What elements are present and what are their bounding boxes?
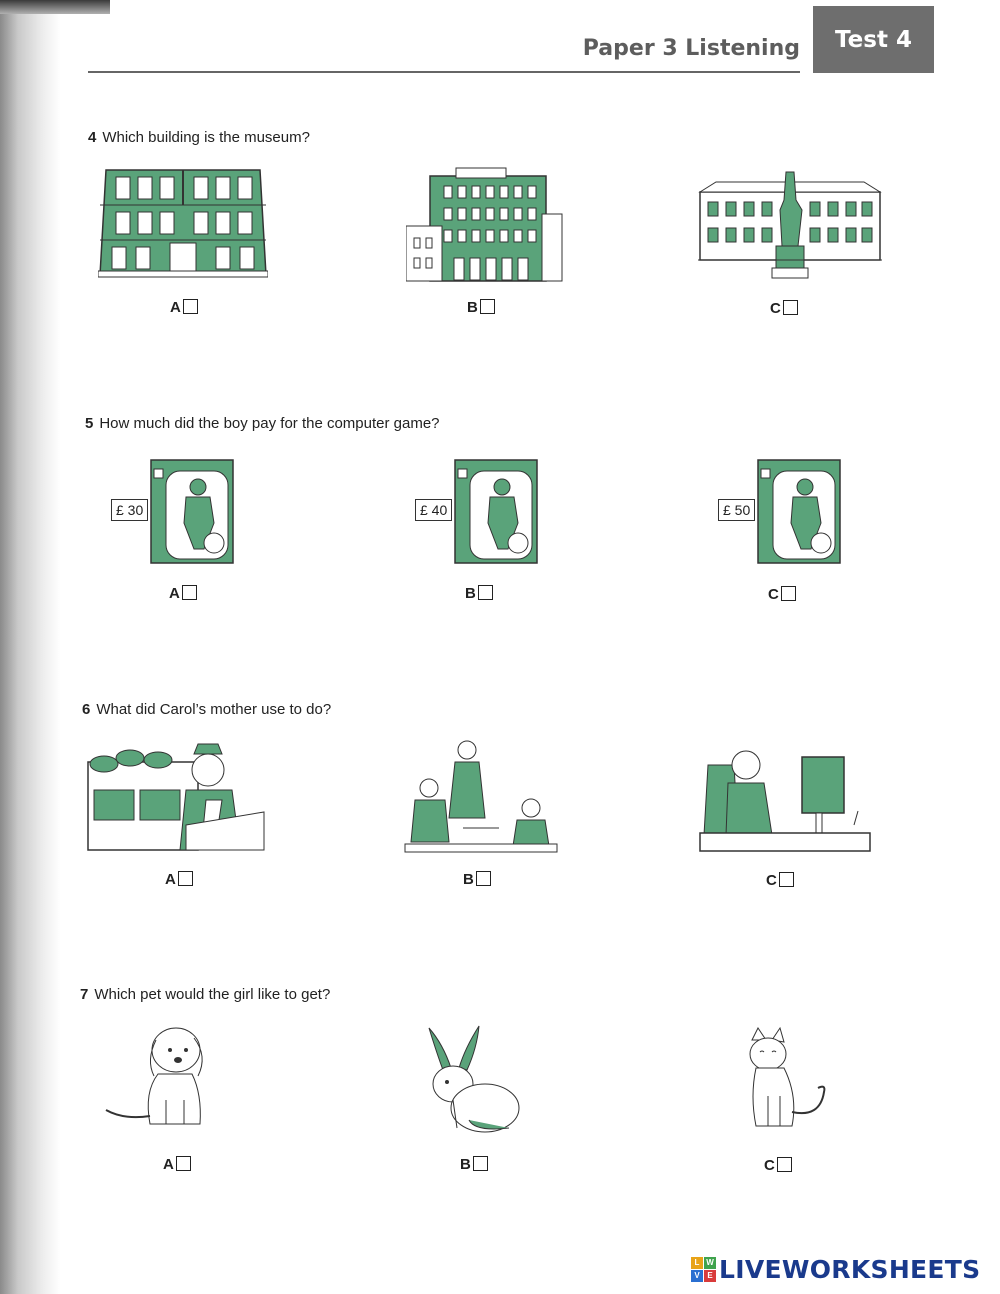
- option-7b[interactable]: [460, 1156, 488, 1172]
- option-7a[interactable]: [163, 1156, 191, 1172]
- question-text: How much did the boy pay for the computer game?: [99, 415, 440, 432]
- answer-checkbox[interactable]: [779, 872, 794, 887]
- answer-checkbox[interactable]: [183, 299, 198, 314]
- game-box-icon: [150, 459, 235, 565]
- answer-checkbox[interactable]: [182, 585, 197, 600]
- answer-checkbox[interactable]: [480, 299, 495, 314]
- question-5: [85, 415, 440, 432]
- logo-mark-icon: [691, 1257, 716, 1282]
- waitress-restaurant-icon: [403, 738, 559, 854]
- option-letter: C: [770, 300, 781, 317]
- option-4c[interactable]: [770, 300, 798, 316]
- question-number: 7: [80, 986, 89, 1003]
- answer-checkbox[interactable]: [478, 585, 493, 600]
- answer-checkbox[interactable]: [178, 871, 193, 886]
- option-letter: B: [463, 871, 474, 888]
- price-tag: £ 40: [415, 499, 452, 521]
- scan-shadow-top: [0, 0, 110, 14]
- header-rule: [88, 71, 800, 73]
- question-number: 4: [88, 129, 97, 146]
- paper-title: Paper 3 Listening: [582, 36, 800, 61]
- game-box-icon: [454, 459, 539, 565]
- office-computer-icon: [698, 745, 872, 855]
- palace-with-statue-icon: [698, 170, 882, 282]
- option-6b[interactable]: [463, 871, 491, 887]
- scan-shadow-edge: [0, 0, 60, 1294]
- option-letter: A: [169, 585, 180, 602]
- option-5a[interactable]: [169, 585, 197, 601]
- answer-checkbox[interactable]: [473, 1156, 488, 1171]
- logo-letter: E: [704, 1270, 716, 1282]
- game-box-icon: [757, 459, 842, 565]
- option-letter: B: [467, 299, 478, 316]
- rabbit-icon: [413, 1024, 523, 1136]
- option-4a[interactable]: [170, 299, 198, 315]
- option-7c[interactable]: [764, 1157, 792, 1173]
- question-6: [82, 701, 331, 718]
- liveworksheets-logo[interactable]: [691, 1255, 980, 1284]
- price-tag: £ 30: [111, 499, 148, 521]
- answer-checkbox[interactable]: [783, 300, 798, 315]
- question-number: 6: [82, 701, 91, 718]
- answer-checkbox[interactable]: [176, 1156, 191, 1171]
- option-6a[interactable]: [165, 871, 193, 887]
- option-6c[interactable]: [766, 872, 794, 888]
- museum-building-icon: [98, 165, 268, 280]
- question-text: What did Carol’s mother use to do?: [96, 701, 332, 718]
- logo-letter: V: [691, 1270, 703, 1282]
- tall-building-icon: [406, 166, 566, 283]
- option-letter: A: [165, 871, 176, 888]
- question-number: 5: [85, 415, 94, 432]
- option-letter: C: [768, 586, 779, 603]
- test-badge: Test 4: [813, 6, 934, 73]
- option-letter: B: [460, 1156, 471, 1173]
- option-5b[interactable]: [465, 585, 493, 601]
- dog-icon: [104, 1020, 210, 1132]
- question-7: [80, 986, 330, 1003]
- logo-letter: W: [704, 1257, 716, 1269]
- question-text: Which pet would the girl like to get?: [94, 986, 331, 1003]
- answer-checkbox[interactable]: [476, 871, 491, 886]
- logo-text: LIVEWORKSHEETS: [719, 1255, 981, 1284]
- option-letter: A: [163, 1156, 174, 1173]
- logo-letter: L: [691, 1257, 703, 1269]
- option-letter: A: [170, 299, 181, 316]
- price-tag: £ 50: [718, 499, 755, 521]
- option-letter: B: [465, 585, 476, 602]
- option-letter: C: [766, 872, 777, 889]
- option-5c[interactable]: [768, 586, 796, 602]
- answer-checkbox[interactable]: [781, 586, 796, 601]
- option-4b[interactable]: [467, 299, 495, 315]
- question-4: [88, 129, 310, 146]
- answer-checkbox[interactable]: [777, 1157, 792, 1172]
- question-text: Which building is the museum?: [102, 129, 310, 146]
- cat-icon: [742, 1026, 828, 1132]
- option-letter: C: [764, 1157, 775, 1174]
- baker-shop-icon: [86, 740, 266, 853]
